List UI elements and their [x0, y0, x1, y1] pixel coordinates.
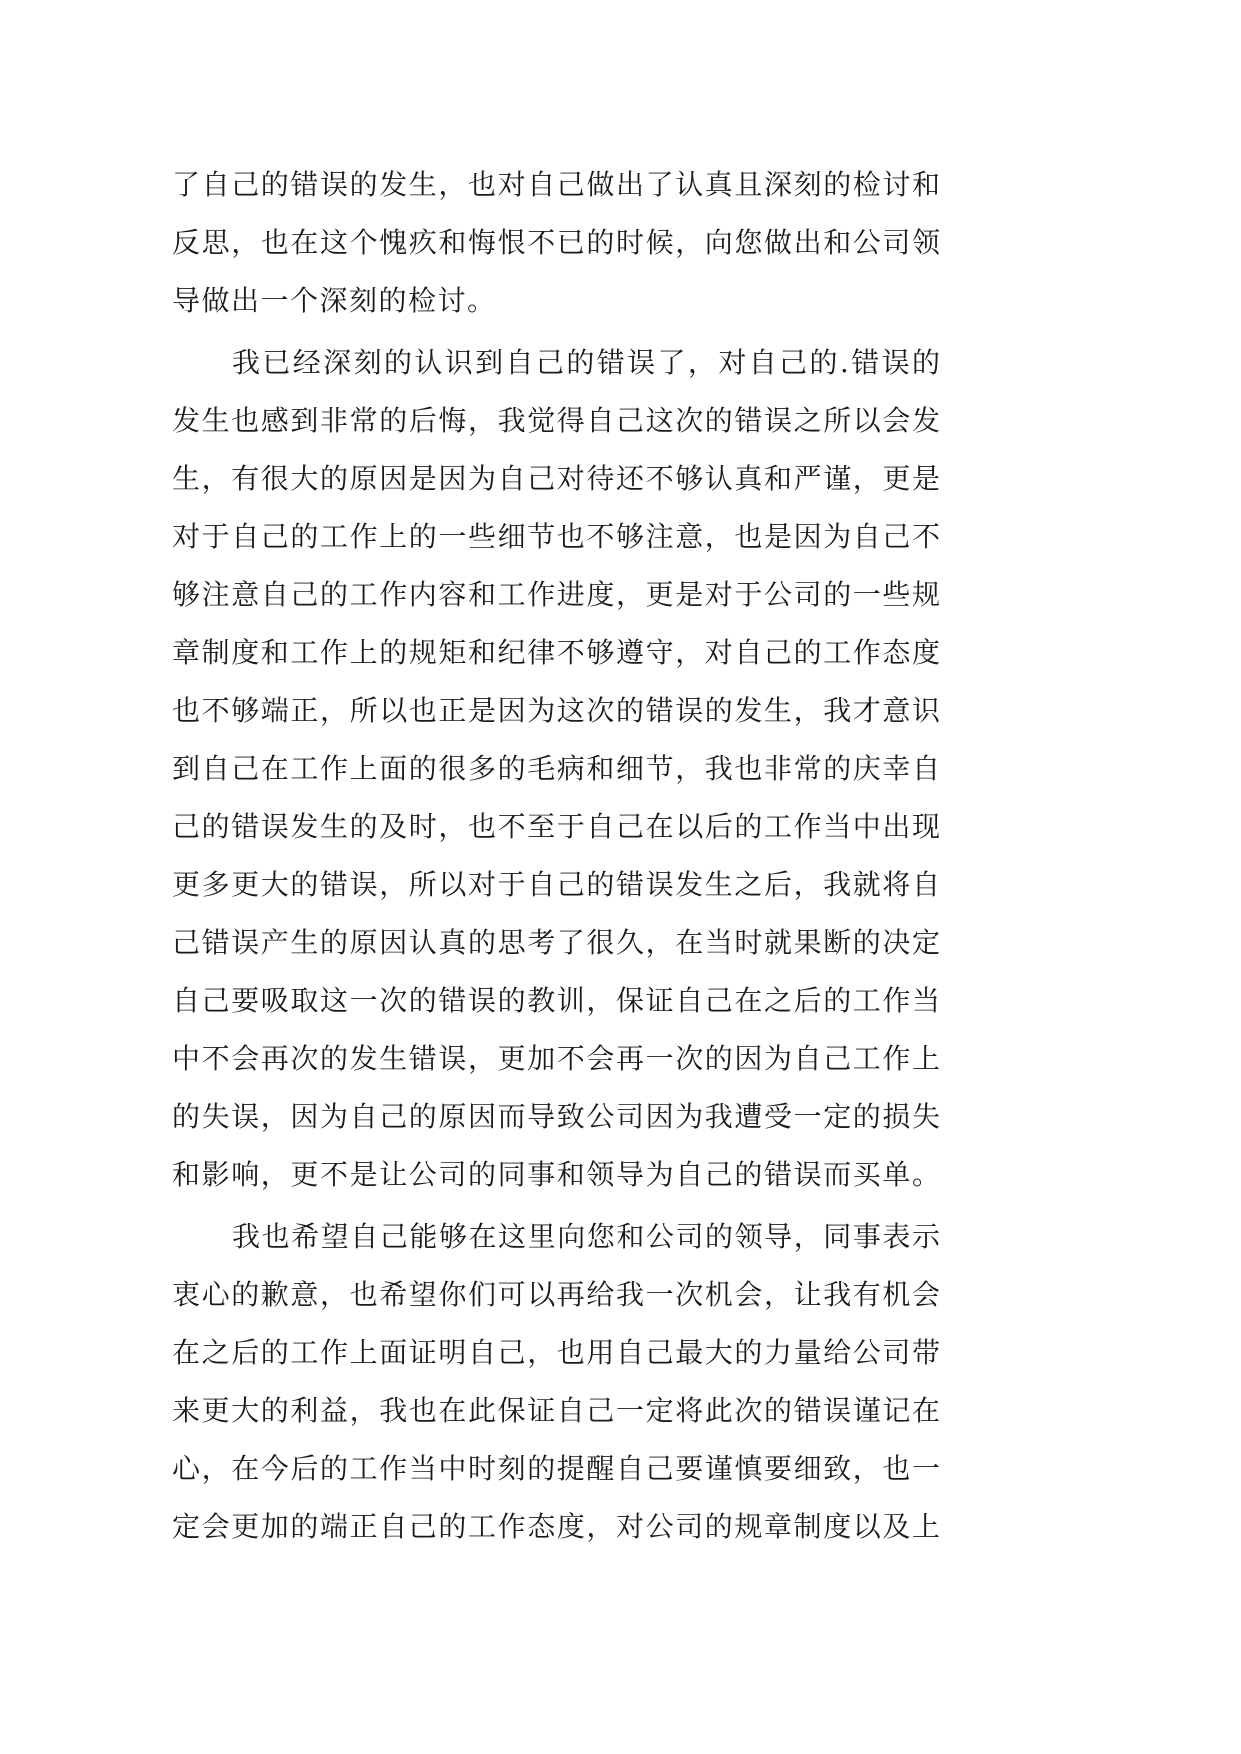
text-line: 己的错误发生的及时，也不至于自己在以后的工作当中出现 — [172, 810, 940, 843]
paragraph — [172, 1208, 940, 1556]
text-line: 和影响，更不是让公司的同事和领导为自己的错误而买单。 — [172, 1158, 940, 1191]
text-line: 在之后的工作上面证明自己，也用自己最大的力量给公司带 — [172, 1336, 940, 1369]
text-line: 章制度和工作上的规矩和纪律不够遵守，对自己的工作态度 — [172, 636, 940, 669]
text-line: 也不够端正，所以也正是因为这次的错误的发生，我才意识 — [172, 694, 940, 727]
text-line: 反思，也在这个愧疚和悔恨不已的时候，向您做出和公司领 — [172, 226, 940, 259]
text-line: 中不会再次的发生错误，更加不会再一次的因为自己工作上 — [172, 1042, 940, 1075]
paragraph — [172, 334, 940, 1204]
paragraph — [172, 156, 940, 330]
text-line: 对于自己的工作上的一些细节也不够注意，也是因为自己不 — [172, 520, 940, 553]
text-line: 够注意自己的工作内容和工作进度，更是对于公司的一些规 — [172, 578, 940, 611]
text-line: 心，在今后的工作当中时刻的提醒自己要谨慎要细致，也一 — [172, 1452, 940, 1485]
text-line: 更多更大的错误，所以对于自己的错误发生之后，我就将自 — [172, 868, 940, 901]
text-line: 导做出一个深刻的检讨。 — [172, 284, 497, 317]
text-line: 自己要吸取这一次的错误的教训，保证自己在之后的工作当 — [172, 984, 940, 1017]
text-line: 我已经深刻的认识到自己的错误了，对自己的.错误的 — [232, 346, 940, 379]
text-line: 生，有很大的原因是因为自己对待还不够认真和严谨，更是 — [172, 462, 940, 495]
text-line: 来更大的利益，我也在此保证自己一定将此次的错误谨记在 — [172, 1394, 940, 1427]
text-line: 发生也感到非常的后悔，我觉得自己这次的错误之所以会发 — [172, 404, 940, 437]
text-line: 定会更加的端正自己的工作态度，对公司的规章制度以及上 — [172, 1510, 940, 1543]
text-line: 己错误产生的原因认真的思考了很久，在当时就果断的决定 — [172, 926, 940, 959]
text-line: 的失误，因为自己的原因而导致公司因为我遭受一定的损失 — [172, 1100, 940, 1133]
text-line: 衷心的歉意，也希望你们可以再给我一次机会，让我有机会 — [172, 1278, 940, 1311]
text-line: 到自己在工作上面的很多的毛病和细节，我也非常的庆幸自 — [172, 752, 940, 785]
document-body — [172, 156, 940, 1556]
text-line: 了自己的错误的发生，也对自己做出了认真且深刻的检讨和 — [172, 168, 940, 201]
text-line: 我也希望自己能够在这里向您和公司的领导，同事表示 — [232, 1220, 940, 1253]
